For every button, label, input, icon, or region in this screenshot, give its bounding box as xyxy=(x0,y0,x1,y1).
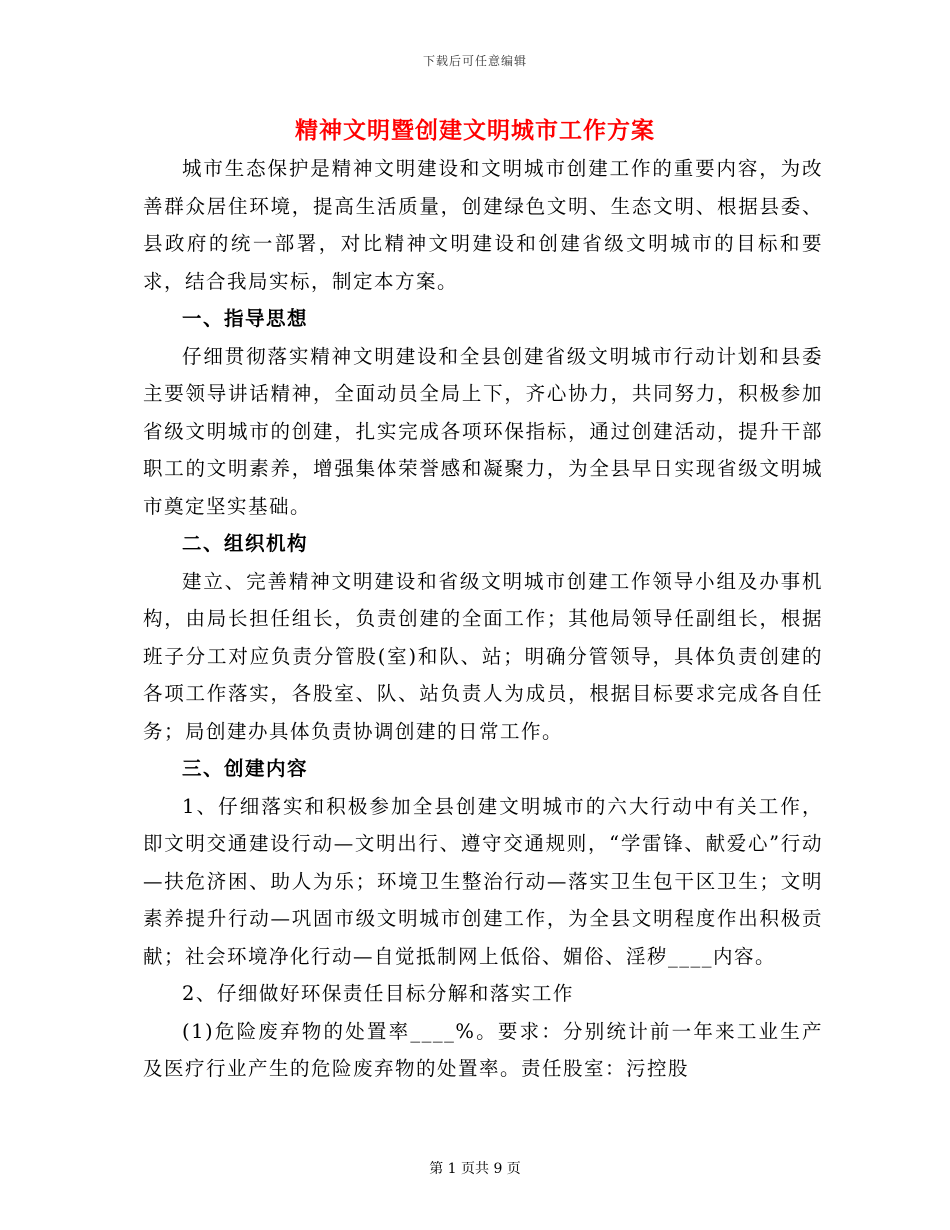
guiding-thought-paragraph: 仔细贯彻落实精神文明建设和全县创建省级文明城市行动计划和县委主要领导讲话精神，全面动员全局上下，齐心协力，共同努力，积极参加省级文明城市的创建，扎实完成各项环保指标，通过创建活动，提升干部职工的文明素养，增强集体荣誉感和凝聚力，为全县早日实现省级文明城市奠定坚实基础。 xyxy=(143,344,823,518)
document-title: 精神文明暨创建文明城市工作方案 xyxy=(295,117,655,144)
section-heading-organization: 二、组织机构 xyxy=(182,532,309,555)
content-paragraph-2: 2、仔细做好环保责任目标分解和落实工作 xyxy=(182,982,574,1005)
content-paragraph-1: 1、仔细落实和积极参加全县创建文明城市的六大行动中有关工作，即文明交通建设行动—文明出行、遵守交通规则，“学雷锋、献爱心”行动—扶危济困、助人为乐；环境卫生整治行动—落实卫生包干区卫生；文明素养提升行动—巩固市级文明城市创建工作，为全县文明程度作出积极贡献；社会环境净化行动—自觉抵制网上低俗、媚俗、淫秽____内容。 xyxy=(143,794,823,968)
document-body xyxy=(143,150,823,1088)
page-number: 第 1 页共 9 页 xyxy=(429,1161,521,1177)
header-note: 下载后可任意编辑 xyxy=(422,54,527,68)
content-paragraph-3: (1)危险废弃物的处置率____%。要求：分别统计前一年来工业生产及医疗行业产生的危险废弃物的处置率。责任股室：污控股 xyxy=(143,1019,823,1080)
intro-paragraph: 城市生态保护是精神文明建设和文明城市创建工作的重要内容，为改善群众居住环境，提高生活质量，创建绿色文明、生态文明、根据县委、县政府的统一部署，对比精神文明建设和创建省级文明城市的目标和要求，结合我局实标，制定本方案。 xyxy=(143,157,823,293)
section-heading-guiding-thought: 一、指导思想 xyxy=(182,307,309,330)
section-heading-content: 三、创建内容 xyxy=(182,757,309,780)
organization-paragraph: 建立、完善精神文明建设和省级文明城市创建工作领导小组及办事机构，由局长担任组长，负责创建的全面工作；其他局领导任副组长，根据班子分工对应负责分管股(室)和队、站；明确分管领导，具体负责创建的各项工作落实，各股室、队、站负责人为成员，根据目标要求完成各自任务；局创建办具体负责协调创建的日常工作。 xyxy=(143,569,823,743)
